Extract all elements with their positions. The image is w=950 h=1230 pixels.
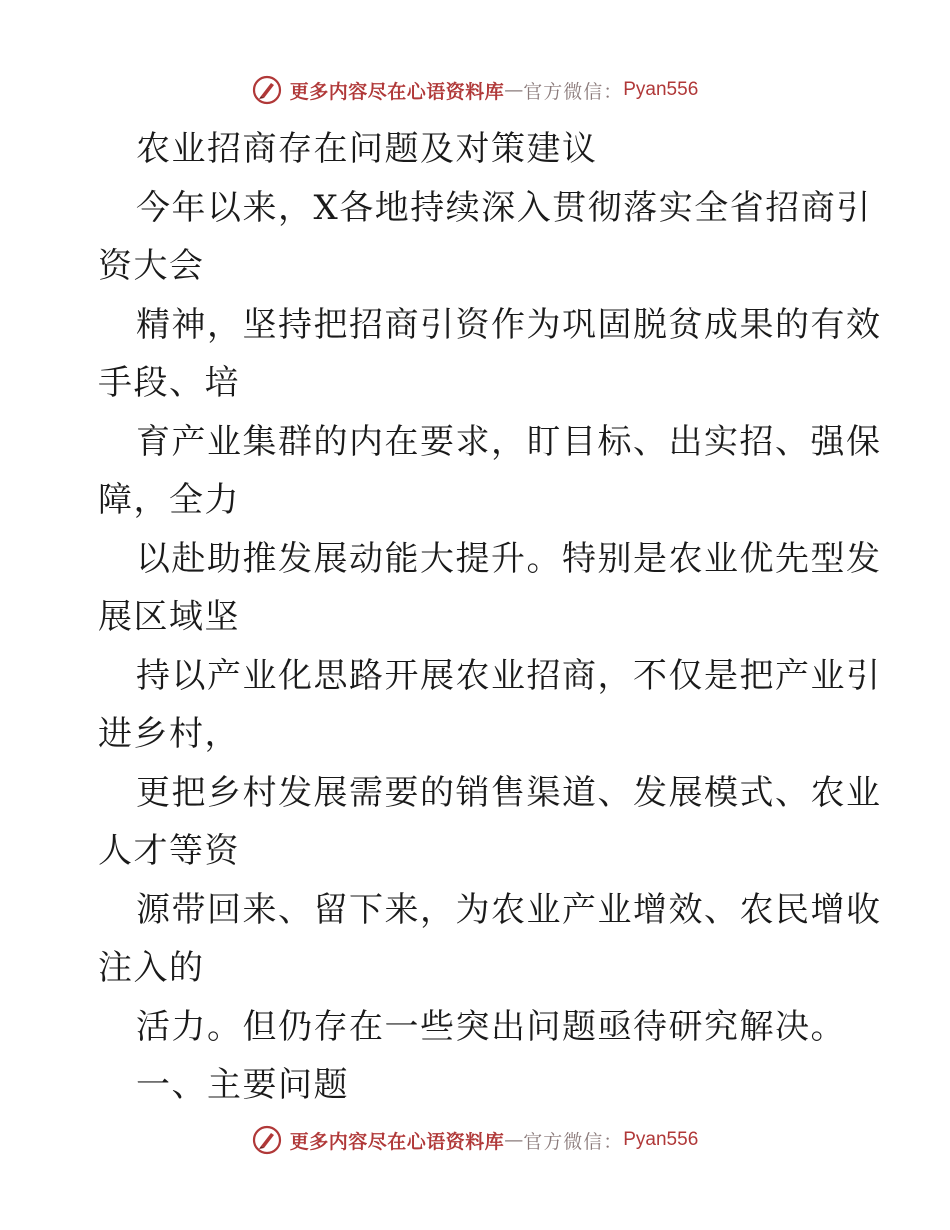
watermark-id: Pyan556 bbox=[623, 1129, 699, 1150]
paragraph-line: 活力。但仍存在一些突出问题亟待研究解决。 bbox=[136, 1006, 846, 1047]
paragraph-line: 精神，坚持把招商引资作为巩固脱贫成果的有效 bbox=[136, 304, 882, 345]
pen-seal-icon bbox=[252, 75, 282, 105]
paragraph-line: 源带回来、留下来，为农业产业增效、农民增收 bbox=[136, 889, 882, 930]
watermark-footer bbox=[0, 1120, 950, 1160]
section-heading: 一、主要问题 bbox=[136, 1065, 349, 1105]
paragraph-line: 资大会 bbox=[98, 246, 205, 286]
watermark-separator: — bbox=[504, 79, 524, 101]
paragraph-line: 育产业集群的内在要求，盯目标、出实招、强保 bbox=[136, 421, 882, 462]
paragraph-line: 以赴助推发展动能大提升。特别是农业优先型发 bbox=[136, 538, 882, 579]
paragraph-line: 更把乡村发展需要的销售渠道、发展模式、农业 bbox=[136, 772, 882, 813]
watermark-separator: — bbox=[504, 1129, 524, 1151]
watermark-label: 官方微信： bbox=[523, 80, 624, 103]
watermark-label: 官方微信： bbox=[523, 1130, 624, 1153]
paragraph-line: 手段、培 bbox=[98, 363, 240, 403]
paragraph-line: 展区域坚 bbox=[98, 597, 240, 637]
paragraph-line: 今年以来，X各地持续深入贯彻落实全省招商引 bbox=[136, 187, 872, 228]
watermark-header bbox=[0, 70, 950, 110]
paragraph-line: 注入的 bbox=[98, 948, 205, 988]
watermark-id: Pyan556 bbox=[623, 79, 699, 100]
paragraph-line: 障，全力 bbox=[98, 480, 240, 520]
document-body bbox=[98, 120, 882, 1115]
watermark-main-text: 更多内容尽在心语资料库 bbox=[289, 1130, 505, 1153]
paragraph-line: 人才等资 bbox=[98, 831, 240, 871]
document-title: 农业招商存在问题及对策建议 bbox=[136, 129, 598, 169]
watermark-main-text: 更多内容尽在心语资料库 bbox=[289, 80, 505, 103]
pen-seal-icon bbox=[252, 1125, 282, 1155]
paragraph-line: 持以产业化思路开展农业招商，不仅是把产业引 bbox=[136, 655, 882, 696]
paragraph-line: 进乡村， bbox=[98, 714, 240, 754]
